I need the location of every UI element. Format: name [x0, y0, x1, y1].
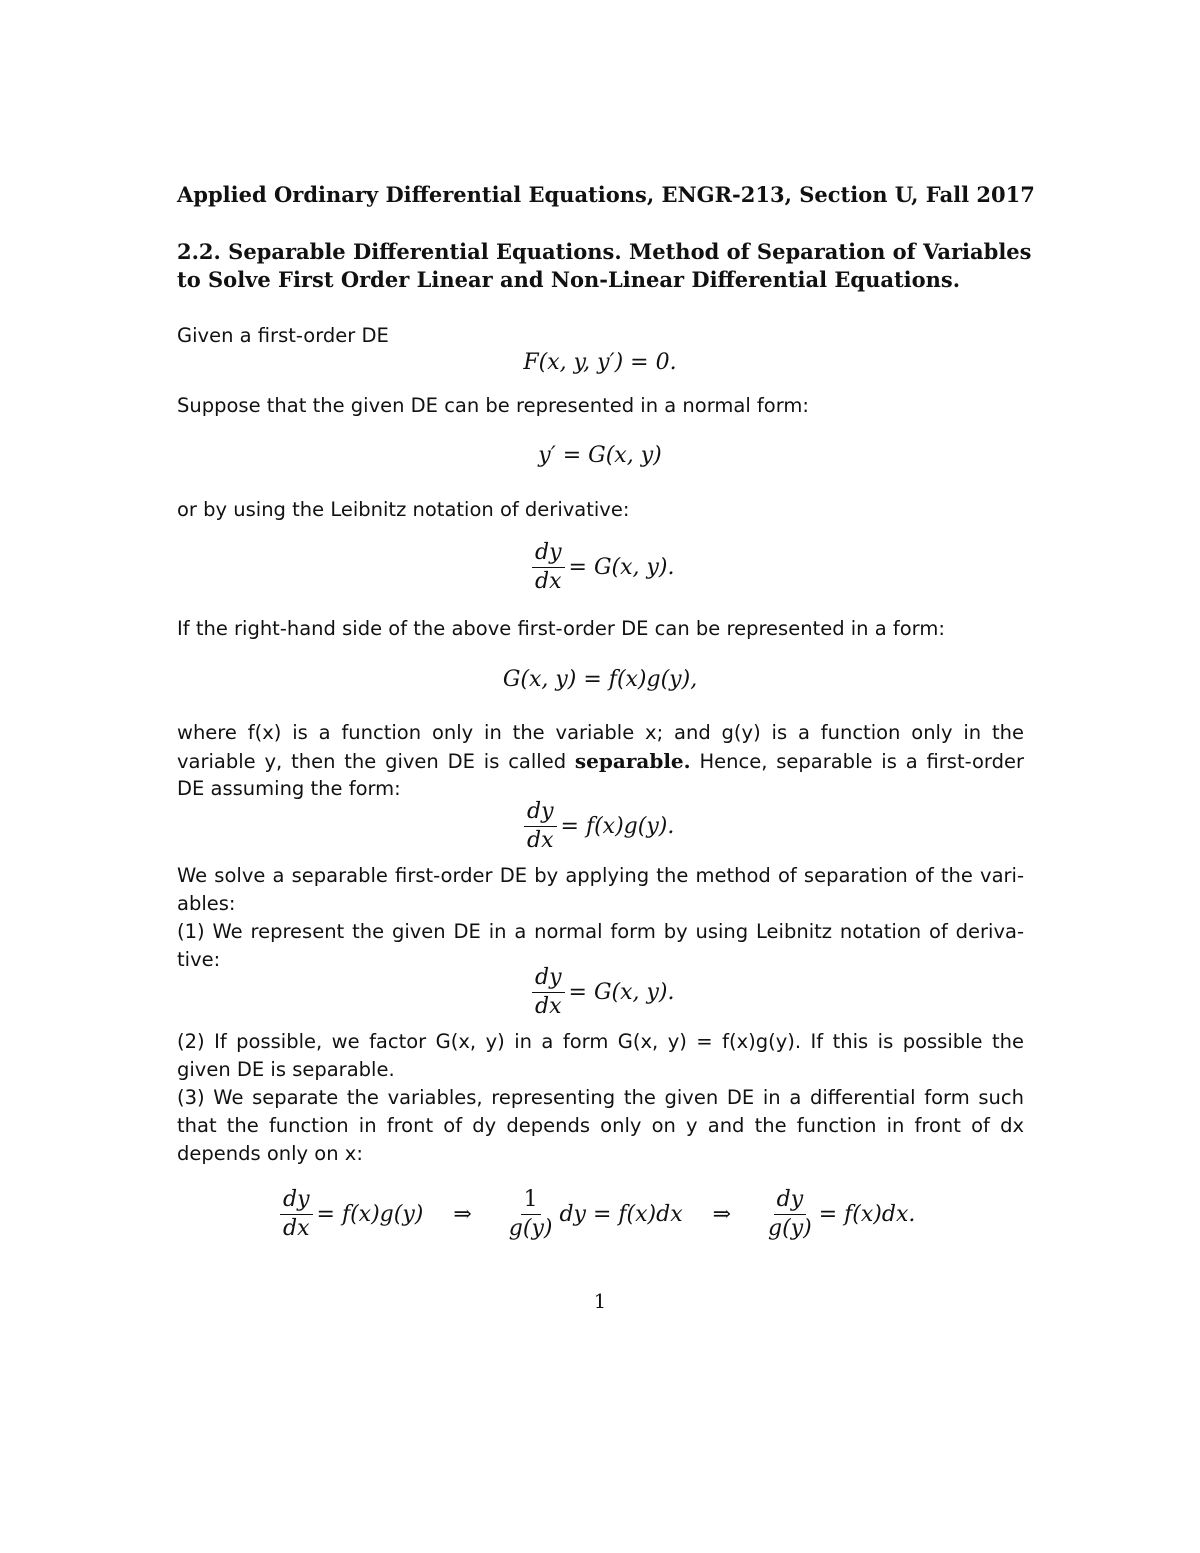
para-where-3: DE assuming the form: — [177, 777, 401, 800]
para-step1-1: (1) We represent the given DE in a normal form by using Leibnitz notation of deriva- — [177, 920, 1024, 943]
dy-over-gy-fraction: $\frac{dy}{g(y)}$ — [768, 1187, 812, 1241]
section-title-line-2: to Solve First Order Linear and Non-Linear Differential Equations. — [177, 267, 961, 292]
eq-separation-chain: $\frac{dy}{dx}$ = f(x)g(y) ⇒ $\frac{1}{g(y)}$ dy = f(x)dx ⇒ $\frac{dy}{g(y)}$ = f(x)dx. — [276, 1188, 915, 1241]
course-title: Applied Ordinary Differential Equations, ENGR-213, Section U, Fall 2017 — [177, 182, 1035, 207]
para-step2-1: (2) If possible, we factor G(x, y) in a form G(x, y) = f(x)g(y). If this is possible the — [177, 1030, 1024, 1053]
page-number: 1 — [593, 1290, 607, 1313]
dy-dx-fraction: $\frac{dy}{dx}$ — [524, 800, 557, 853]
para-step3-3: depends only on x: — [177, 1142, 363, 1165]
para-step1-2: tive: — [177, 948, 221, 971]
dy-dx-fraction: $\frac{dy}{dx}$ — [280, 1188, 313, 1241]
implies-arrow: ⇒ — [453, 1202, 472, 1227]
dy-dx-fraction: $\frac{dy}{dx}$ — [532, 541, 565, 594]
para-if: If the right-hand side of the above first-order DE can be represented in a form: — [177, 617, 945, 640]
para-solve-1: We solve a separable first-order DE by applying the method of separation of the vari- — [177, 864, 1024, 887]
term-separable: separable. — [574, 749, 691, 773]
para-step3-2: that the function in front of dy depends only on y and the function in front of dx — [177, 1114, 1024, 1137]
para-leibniz: or by using the Leibnitz notation of derivative: — [177, 498, 630, 521]
para-step2-2: given DE is separable. — [177, 1058, 395, 1081]
para-given: Given a first-order DE — [177, 324, 389, 347]
eq-factor: G(x, y) = f(x)g(y), — [502, 667, 698, 692]
one-over-gy-fraction: $\frac{1}{g(y)}$ — [508, 1187, 553, 1241]
eq-separable: $\frac{dy}{dx}$ = f(x)g(y). — [520, 800, 674, 853]
eq-general-form: F(x, y, y′) = 0. — [523, 350, 677, 375]
eq-normal-form: y′ = G(x, y) — [538, 443, 662, 468]
eq-leibniz: $\frac{dy}{dx}$ = G(x, y). — [528, 541, 675, 594]
implies-arrow: ⇒ — [712, 1202, 732, 1227]
dy-dx-fraction: $\frac{dy}{dx}$ — [532, 966, 565, 1019]
para-where-2: variable y, then the given DE is called separable. Hence, separable is a first-order — [177, 749, 1025, 773]
para-solve-2: ables: — [177, 892, 236, 915]
para-step3-1: (3) We separate the variables, representing the given DE in a differential form such — [177, 1086, 1024, 1109]
para-where-1: where f(x) is a function only in the variable x; and g(y) is a function only in the — [177, 721, 1024, 744]
para-suppose: Suppose that the given DE can be represented in a normal form: — [177, 394, 809, 417]
section-title-line-1: 2.2. Separable Differential Equations. Method of Separation of Variables — [177, 239, 1032, 264]
eq-step1: $\frac{dy}{dx}$ = G(x, y). — [528, 966, 675, 1019]
